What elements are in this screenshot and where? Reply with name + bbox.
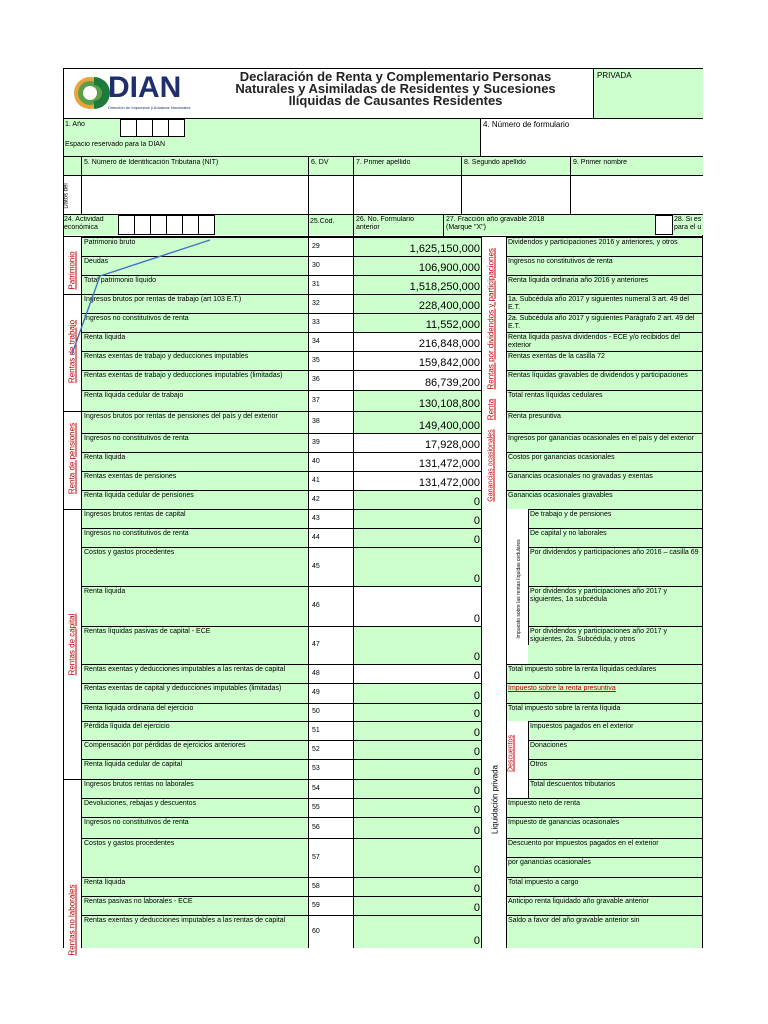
ano-label: 1. Año [65, 121, 85, 128]
row-label: Rentas pasivas no laborales - ECE [82, 896, 308, 915]
row-value[interactable]: 0 [354, 915, 481, 948]
row-label: Ingresos brutos rentas no laborales [82, 779, 308, 798]
row-value[interactable]: 0 [354, 838, 481, 877]
fraccion-checkbox[interactable] [655, 215, 673, 235]
right-row-label: Por dividendos y participaciones año 2016 – casilla 69 [528, 547, 703, 586]
primer-nombre-label: 9. Primer nombre [573, 159, 628, 166]
row-code: 57 [309, 838, 353, 877]
primer-nombre-field[interactable] [571, 176, 703, 214]
section-divider [63, 411, 353, 412]
right-row-label: Renta líquida ordinaria año 2016 y anteriores [506, 275, 703, 294]
ano-digit-4[interactable] [168, 119, 185, 137]
row-code: 42 [309, 490, 353, 509]
segundo-apellido-field[interactable] [462, 176, 570, 214]
row-label: Rentas exentas de trabajo y deducciones imputables [82, 351, 308, 370]
row-label: Rentas exentas de trabajo y deducciones imputables (limitadas) [82, 370, 308, 390]
section-dividendos: Rentas por dividendos y participaciones [486, 248, 496, 390]
fraccion-label: 27. Fracción año gravable 2018 (Marque "X") [446, 216, 545, 231]
row-code: 31 [309, 275, 353, 294]
row-label: Renta líquida [82, 452, 308, 471]
right-row-label: Total impuesto sobre la renta líquida [506, 703, 703, 721]
row-value[interactable]: 0 [354, 626, 481, 664]
right-row-label: Donaciones [528, 740, 703, 759]
privada-box [594, 69, 703, 118]
section-rentas-capital: Rentas de capital [67, 613, 77, 676]
row-code: 51 [309, 721, 353, 740]
privada-label: PRIVADA [597, 71, 632, 80]
actividad-digit-4[interactable] [166, 215, 183, 235]
row-value[interactable]: 11,552,000 [354, 313, 481, 332]
row-label: Renta líquida [82, 332, 308, 351]
row-code: 59 [309, 896, 353, 915]
right-row-label: Impuesto sobre la renta presuntiva [506, 683, 703, 703]
row-value[interactable]: 216,848,000 [354, 332, 481, 351]
annotation-line-icon [60, 236, 220, 366]
right-outer-border [702, 236, 703, 948]
row-value[interactable]: 0 [354, 759, 481, 779]
nit-label: 5. Número de Identificación Tributaria (NIT) [84, 159, 219, 166]
row-code: 38 [309, 411, 353, 433]
row-label: Renta líquida cedular de capital [82, 759, 308, 779]
row-code: 32 [309, 294, 353, 313]
row-code: 46 [309, 586, 353, 626]
row-label: Ingresos no constitutivos de renta [82, 817, 308, 838]
row-value[interactable]: 0 [354, 664, 481, 683]
column-divider [353, 236, 354, 948]
right-row-label: Impuesto neto de renta [506, 798, 703, 817]
nit-field[interactable] [82, 176, 308, 214]
row-value[interactable]: 149,400,000 [354, 411, 481, 433]
row-label: Rentas líquidas pasivas de capital - ECE [82, 626, 308, 664]
right-row-label: Por dividendos y participaciones año 2017 y siguientes, 1a subcédula [528, 586, 703, 626]
row-label: Deudas [82, 256, 308, 275]
row-code: 58 [309, 877, 353, 896]
section-liquidacion-privada: Liquidación privada [490, 765, 500, 834]
row-label: Compensación por pérdidas de ejercicios anteriores [82, 740, 308, 759]
right-row-label: 2a. Subcédula año 2017 y siguientes Parágrafo 2 art. 49 del E.T. [506, 313, 703, 332]
segundo-apellido-label: 8. Segundo apellido [464, 159, 526, 166]
row-value[interactable]: 0 [354, 779, 481, 798]
row-label: Ingresos no constitutivos de renta [82, 528, 308, 547]
title-line-3: Ilíquidas de Causantes Residentes [288, 93, 503, 108]
dian-logo-icon [70, 71, 110, 115]
row-value[interactable]: 0 [354, 721, 481, 740]
row-value[interactable]: 0 [354, 896, 481, 915]
title-line-2: Naturales y Asimiladas de Residentes y Sucesiones [235, 81, 556, 96]
brand-subtitle: Dirección de Impuestos y Aduanas Nacionales [108, 105, 191, 110]
row-label: Renta líquida ordinaria del ejercicio [82, 703, 308, 721]
brand-name: DIAN [108, 71, 182, 104]
row-code: 40 [309, 452, 353, 471]
datos-section-label: Datos del [63, 183, 70, 209]
row-value[interactable]: 159,842,000 [354, 351, 481, 370]
row-value[interactable]: 0 [354, 490, 481, 509]
column-divider [481, 236, 482, 948]
logo-area [64, 69, 194, 118]
right-row-label: Ingresos por ganancias ocasionales en el país y del exterior [506, 433, 703, 452]
right-row-label: Ingresos no constitutivos de renta [506, 256, 703, 275]
right-row-label: Saldo a favor del año gravable anterior sin [506, 915, 703, 948]
row-value[interactable]: 0 [354, 509, 481, 528]
section-divider [63, 509, 353, 510]
row-label: Rentas exentas de pensiones [82, 471, 308, 490]
no-form-anterior-label: 26. No. Formulario anterior [356, 216, 414, 231]
form-title [198, 71, 593, 107]
row-label: Devoluciones, rebajas y descuentos [82, 798, 308, 817]
primer-apellido-field[interactable] [354, 176, 461, 214]
cod-label: 25.Cód. [310, 218, 335, 225]
row-value[interactable]: 0 [354, 877, 481, 896]
row-code: 55 [309, 798, 353, 817]
right-row-label: Total impuesto a cargo [506, 877, 703, 896]
ano-digit-3[interactable] [152, 119, 169, 137]
right-row-label: De capital y no laborales [528, 528, 703, 547]
section-rentas-no-laborales: Rentas no laborales [67, 884, 77, 956]
right-subcolumn-divider [528, 509, 529, 645]
right-row-label: Dividendos y participaciones 2016 y anteriores, y otros [506, 237, 703, 256]
row-value[interactable]: 0 [354, 683, 481, 703]
right-row-label: Impuestos pagados en el exterior [528, 721, 703, 740]
right-row-label: Descuento por impuestos pagados en el exterior [506, 838, 703, 857]
row-label: Pérdida líquida del ejercicio [82, 721, 308, 740]
row-code: 30 [309, 256, 353, 275]
row-label: Ingresos no constitutivos de renta [82, 313, 308, 332]
title-line-1: Declaración de Renta y Complementario Personas [239, 69, 552, 84]
row-label: Renta líquida cedular de trabajo [82, 390, 308, 411]
right-subcolumn-divider [528, 721, 529, 798]
formulario-field[interactable] [481, 119, 703, 156]
right-row-label: Costos por ganancias ocasionales [506, 452, 703, 471]
section-impuesto-cedulas: Impuesto sobre las rentas líquidas cedulares [516, 539, 522, 639]
row-value[interactable]: 1,518,250,000 [354, 275, 481, 294]
actividad-digit-2[interactable] [134, 215, 151, 235]
section-descuentos: Descuentos [507, 735, 515, 772]
row-label: Renta líquida cedular de pensiones [82, 490, 308, 509]
row-label: Ingresos no constitutivos de renta [82, 433, 308, 452]
row-value[interactable]: 130,108,800 [354, 390, 481, 411]
row-code: 43 [309, 509, 353, 528]
row-code: 48 [309, 664, 353, 683]
row-code: 34 [309, 332, 353, 351]
row-code: 49 [309, 683, 353, 703]
row-value[interactable]: 131,472,000 [354, 471, 481, 490]
right-row-label: Renta presuntiva [506, 411, 703, 433]
right-row-label: De trabajo y de pensiones [528, 509, 703, 528]
row-value[interactable]: 86,739,200 [354, 370, 481, 390]
row-value[interactable]: 0 [354, 740, 481, 759]
right-row-label: Total impuesto sobre la renta líquidas cedulares [506, 664, 703, 683]
column-divider [308, 236, 309, 948]
row-code: 47 [309, 626, 353, 664]
row-code: 45 [309, 547, 353, 586]
dv-label: 6. DV [311, 159, 329, 166]
row-value[interactable]: 0 [354, 798, 481, 817]
row-label: Rentas exentas y deducciones imputables a las rentas de capital [82, 664, 308, 683]
right-row-label: Rentas exentas de la casilla 72 [506, 351, 703, 370]
row-code: 33 [309, 313, 353, 332]
ano-digit-2[interactable] [136, 119, 153, 137]
section-ganancias: Ganancias ocasionales [487, 429, 495, 502]
section-renta: Renta [486, 398, 496, 421]
row-code: 54 [309, 779, 353, 798]
row-code: 53 [309, 759, 353, 779]
row-label: Renta líquida [82, 877, 308, 896]
row-label: Ingresos brutos por rentas de trabajo (art 103 E.T.) [82, 294, 308, 313]
ano-digit-1[interactable] [120, 119, 137, 137]
actividad-digit-5[interactable] [182, 215, 199, 235]
actividad-digit-6[interactable] [198, 215, 215, 235]
row-value[interactable]: 0 [354, 817, 481, 838]
row-value[interactable]: 228,400,000 [354, 294, 481, 313]
row-code: 39 [309, 433, 353, 452]
row-value[interactable]: 0 [354, 703, 481, 721]
row-code: 36 [309, 370, 353, 390]
section-patrimonio: Patrimonio [67, 251, 77, 290]
right-row-label: Otros [528, 759, 703, 779]
right-row-label: Anticipo renta liquidado año gravable anterior [506, 896, 703, 915]
right-row-label: Ganancias ocasionales no gravadas y exentas [506, 471, 703, 490]
right-row-label: 1a. Subcédula año 2017 y siguientes numeral 3 art. 49 del E.T. [506, 294, 703, 313]
right-row-label: Total descuentos tributarios [528, 779, 703, 798]
row-code: 44 [309, 528, 353, 547]
right-row-label: Impuesto de ganancias ocasionales [506, 817, 703, 838]
right-row-label: Ganancias ocasionales gravables [506, 490, 703, 509]
row-label: Total patrimonio líquido [82, 275, 308, 294]
right-row-label: Por dividendos y participaciones año 2017 y siguientes, 2a. Subcédula, y otros [528, 626, 703, 664]
actividad-label: 24. Actividad económica [64, 216, 104, 231]
si-es-label: 28. Si es para el u [674, 216, 702, 231]
row-label: Renta líquida [82, 586, 308, 626]
dv-field[interactable] [309, 176, 353, 214]
section-rentas-trabajo: Rentas de trabajo [67, 319, 77, 384]
row-value[interactable]: 106,900,000 [354, 256, 481, 275]
row-code: 41 [309, 471, 353, 490]
primer-apellido-label: 7. Primer apellido [356, 159, 411, 166]
right-row-label: por ganancias ocasionales [506, 857, 703, 877]
formulario-label: 4. Número de formulario [483, 121, 570, 129]
row-label: Patrimonio bruto [82, 237, 308, 256]
row-code: 60 [309, 915, 353, 948]
right-row-label: Rentas líquidas gravables de dividendos y participaciones [506, 370, 703, 390]
row-value[interactable]: 0 [354, 528, 481, 547]
section-rentas-pensiones: Renta de pensiones [67, 422, 77, 495]
row-value[interactable]: 0 [354, 547, 481, 586]
row-code: 29 [309, 237, 353, 256]
row-code: 56 [309, 817, 353, 838]
row-label: Rentas exentas de capital y deducciones imputables (limitadas) [82, 683, 308, 703]
row-label: Ingresos brutos por rentas de pensiones del país y del exterior [82, 411, 308, 433]
row-code: 37 [309, 390, 353, 411]
row-label: Costos y gastos procedentes [82, 838, 308, 877]
row-label: Rentas exentas y deducciones imputables a las rentas de capital [82, 915, 308, 948]
section-divider [63, 779, 353, 780]
espacio-row [64, 138, 480, 156]
actividad-digit-3[interactable] [150, 215, 167, 235]
actividad-digit-1[interactable] [118, 215, 135, 235]
espacio-label: Espacio reservado para la DIAN [65, 141, 165, 148]
row-value[interactable]: 0 [354, 586, 481, 626]
row-code: 52 [309, 740, 353, 759]
right-row-label: Renta líquida pasiva dividendos - ECE y/o recibidos del exterior [506, 332, 703, 351]
row-value[interactable]: 17,928,000 [354, 433, 481, 452]
right-row-label: Total rentas líquidas cedulares [506, 390, 703, 411]
row-label: Ingresos brutos rentas de capital [82, 509, 308, 528]
row-value[interactable]: 1,625,150,000 [354, 237, 481, 256]
row-code: 50 [309, 703, 353, 721]
row-label: Costos y gastos procedentes [82, 547, 308, 586]
right-column-divider [506, 236, 507, 948]
row-value[interactable]: 131,472,000 [354, 452, 481, 471]
row-code: 35 [309, 351, 353, 370]
